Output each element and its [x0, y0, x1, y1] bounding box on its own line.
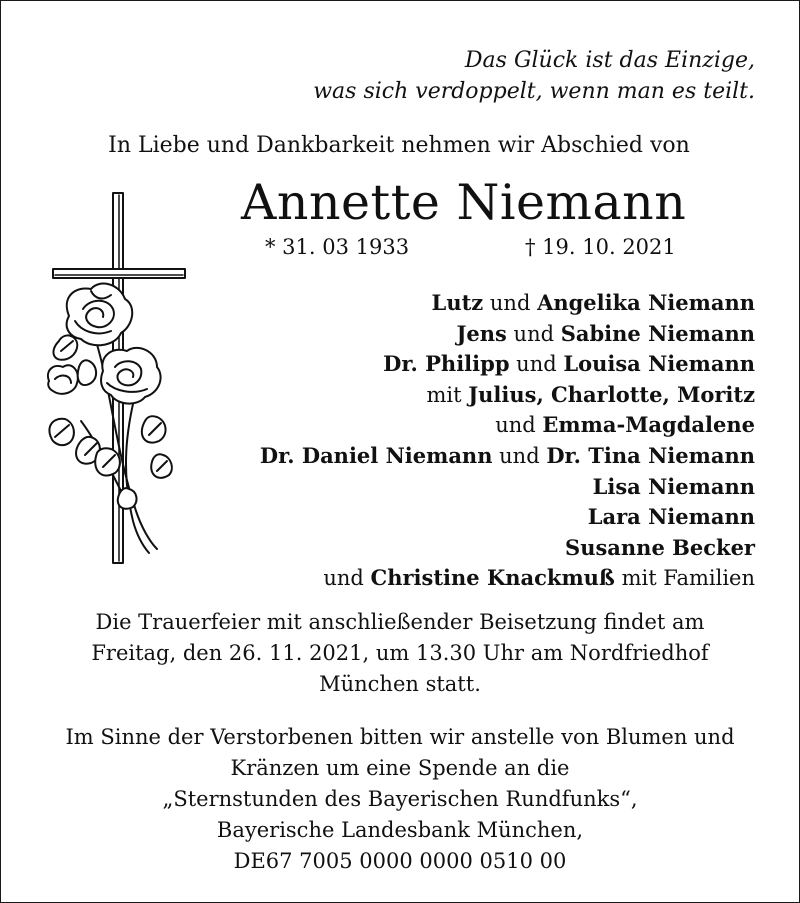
mourner-name: Dr. Tina Niemann	[546, 442, 755, 468]
mourner-list	[260, 288, 755, 594]
mourner-name: Dr. Daniel Niemann	[259, 442, 493, 468]
quote-line: Das Glück ist das Einzige,	[464, 48, 755, 73]
mourner-connector: und	[506, 321, 561, 346]
mourner-name: Lisa Niemann	[592, 473, 755, 499]
intro-line: In Liebe und Dankbarkeit nehmen wir Abschied von	[108, 133, 690, 158]
mourner-name: Angelika Niemann	[537, 290, 755, 315]
mourner-line	[260, 380, 755, 411]
deceased-name: Annette Niemann	[241, 174, 687, 231]
funeral-info	[31, 607, 769, 700]
mourner-line	[260, 349, 755, 380]
donation-line: Kränzen um eine Spende an die	[230, 756, 570, 780]
mourner-name: Lutz	[431, 290, 484, 315]
mourner-connector: und	[492, 443, 547, 468]
funeral-info-line: Die Trauerfeier mit anschließender Beisetzung findet am	[95, 610, 705, 634]
mourner-connector: und	[495, 413, 543, 438]
mourner-line	[260, 472, 755, 503]
mourner-line	[260, 410, 755, 441]
mourner-line	[260, 319, 755, 350]
intro-text	[1, 133, 799, 158]
mourner-name: Susanne Becker	[565, 534, 755, 560]
donation-line: DE67 7005 0000 0000 0510 00	[233, 849, 567, 873]
mourner-name: Louisa Niemann	[563, 351, 755, 377]
mourner-name: Jens	[456, 320, 507, 346]
mourner-line	[260, 502, 755, 533]
death-date: † 19. 10. 2021	[525, 235, 676, 259]
mourner-line	[260, 441, 755, 472]
donation-line: „Sternstunden des Bayerischen Rundfunks“,	[162, 787, 638, 811]
mourner-line	[260, 533, 755, 564]
quote	[313, 45, 755, 107]
mourner-connector: und	[483, 291, 538, 315]
mourner-name: Sabine Niemann	[560, 320, 755, 346]
quote-line: was sich verdoppelt, wenn man es teilt.	[313, 79, 755, 104]
mourner-connector: und	[509, 352, 564, 377]
donation-line: Bayerische Landesbank München,	[216, 818, 584, 842]
cross-with-roses-icon	[41, 191, 191, 566]
donation-line: Im Sinne der Verstorbenen bitten wir anstelle von Blumen und	[65, 725, 735, 749]
mourner-name: Lara Niemann	[587, 504, 755, 530]
mourner-connector: und	[323, 566, 371, 591]
mourner-line	[260, 563, 755, 594]
funeral-info-line: München statt.	[319, 672, 481, 696]
mourner-line	[260, 288, 755, 319]
mourner-connector: mit	[426, 382, 469, 407]
mourner-name: Emma-Magdalene	[542, 412, 755, 438]
birth-date: * 31. 03 1933	[265, 235, 410, 259]
mourner-name: Julius, Charlotte, Moritz	[468, 381, 755, 407]
mourner-connector: mit Familien	[614, 566, 755, 591]
mourner-name: Christine Knackmuß	[370, 565, 615, 591]
funeral-info-line: Freitag, den 26. 11. 2021, um 13.30 Uhr am Nordfriedhof	[91, 641, 709, 665]
donation-request	[21, 722, 779, 877]
mourner-name: Dr. Philipp	[383, 351, 510, 377]
